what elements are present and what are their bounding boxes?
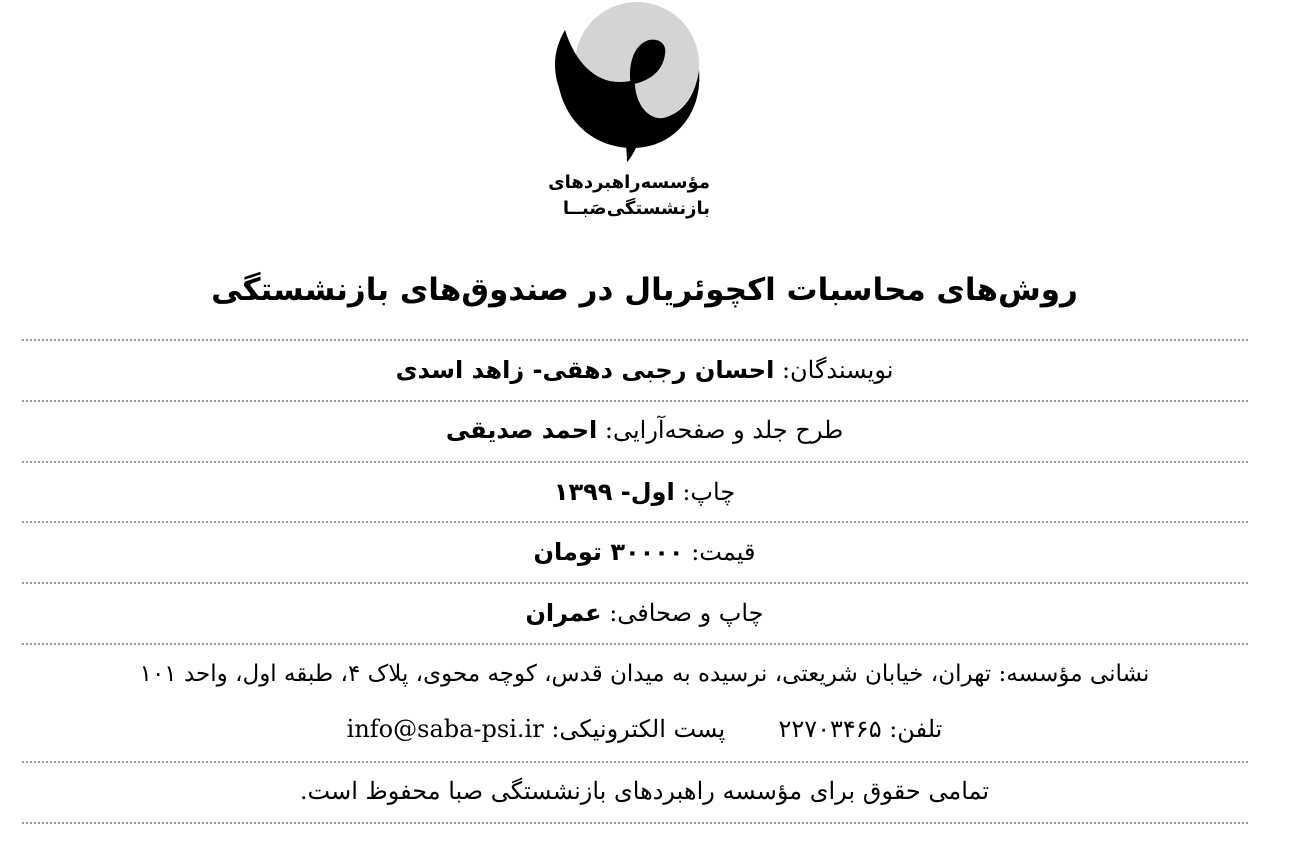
price-row: [0, 535, 1289, 569]
divider: [22, 400, 1248, 402]
printer-value: عمران: [525, 599, 602, 627]
price-value: ۳۰۰۰۰ تومان: [533, 538, 684, 566]
authors-row: [0, 353, 1289, 387]
printer-label: چاپ و صحافی:: [609, 599, 764, 627]
book-title: روش‌های محاسبات اکچوئریال در صندوق‌های بازنشستگی: [211, 272, 1078, 308]
publisher-name-line1: مؤسسه‌راهبردهای: [548, 172, 710, 193]
divider: [22, 521, 1248, 523]
phone-label: تلفن:: [889, 715, 943, 743]
contact-row: [0, 712, 1289, 746]
email-label: پست الکترونیکی:: [551, 715, 726, 743]
printer-row: [0, 596, 1289, 630]
divider: [22, 582, 1248, 584]
divider: [22, 761, 1248, 763]
print-row: [0, 475, 1289, 509]
design-label: طرح جلد و صفحه‌آرایی:: [604, 416, 844, 444]
price-label: قیمت:: [691, 538, 756, 566]
print-value: اول- ۱۳۹۹: [553, 478, 675, 506]
publisher-name: [480, 170, 710, 222]
divider: [22, 339, 1248, 341]
divider: [22, 822, 1248, 824]
phone-value: ۲۲۷۰۳۴۶۵: [778, 715, 882, 743]
publisher-name-line2: بازنشستگی‌صَبــا: [562, 198, 710, 219]
saba-logo-icon: [555, 2, 705, 167]
authors-label: نویسندگان:: [781, 356, 894, 384]
rights-notice: تمامی حقوق برای مؤسسه راهبردهای بازنشستگی صبا محفوظ است.: [299, 777, 990, 805]
address-row: نشانی مؤسسه: تهران، خیابان شریعتی، نرسیده به میدان قدس، کوچه محوی، پلاک ۴، طبقه اول، واحد ۱۰۱: [139, 661, 1150, 687]
email-link[interactable]: info@saba-psi.ir: [346, 715, 544, 743]
authors-value: احسان رجبی دهقی- زاهد اسدی: [395, 356, 775, 384]
divider: [22, 643, 1248, 645]
divider: [22, 461, 1248, 463]
design-value: احمد صدیقی: [445, 416, 598, 444]
design-row: [0, 413, 1289, 447]
print-label: چاپ:: [682, 478, 736, 506]
